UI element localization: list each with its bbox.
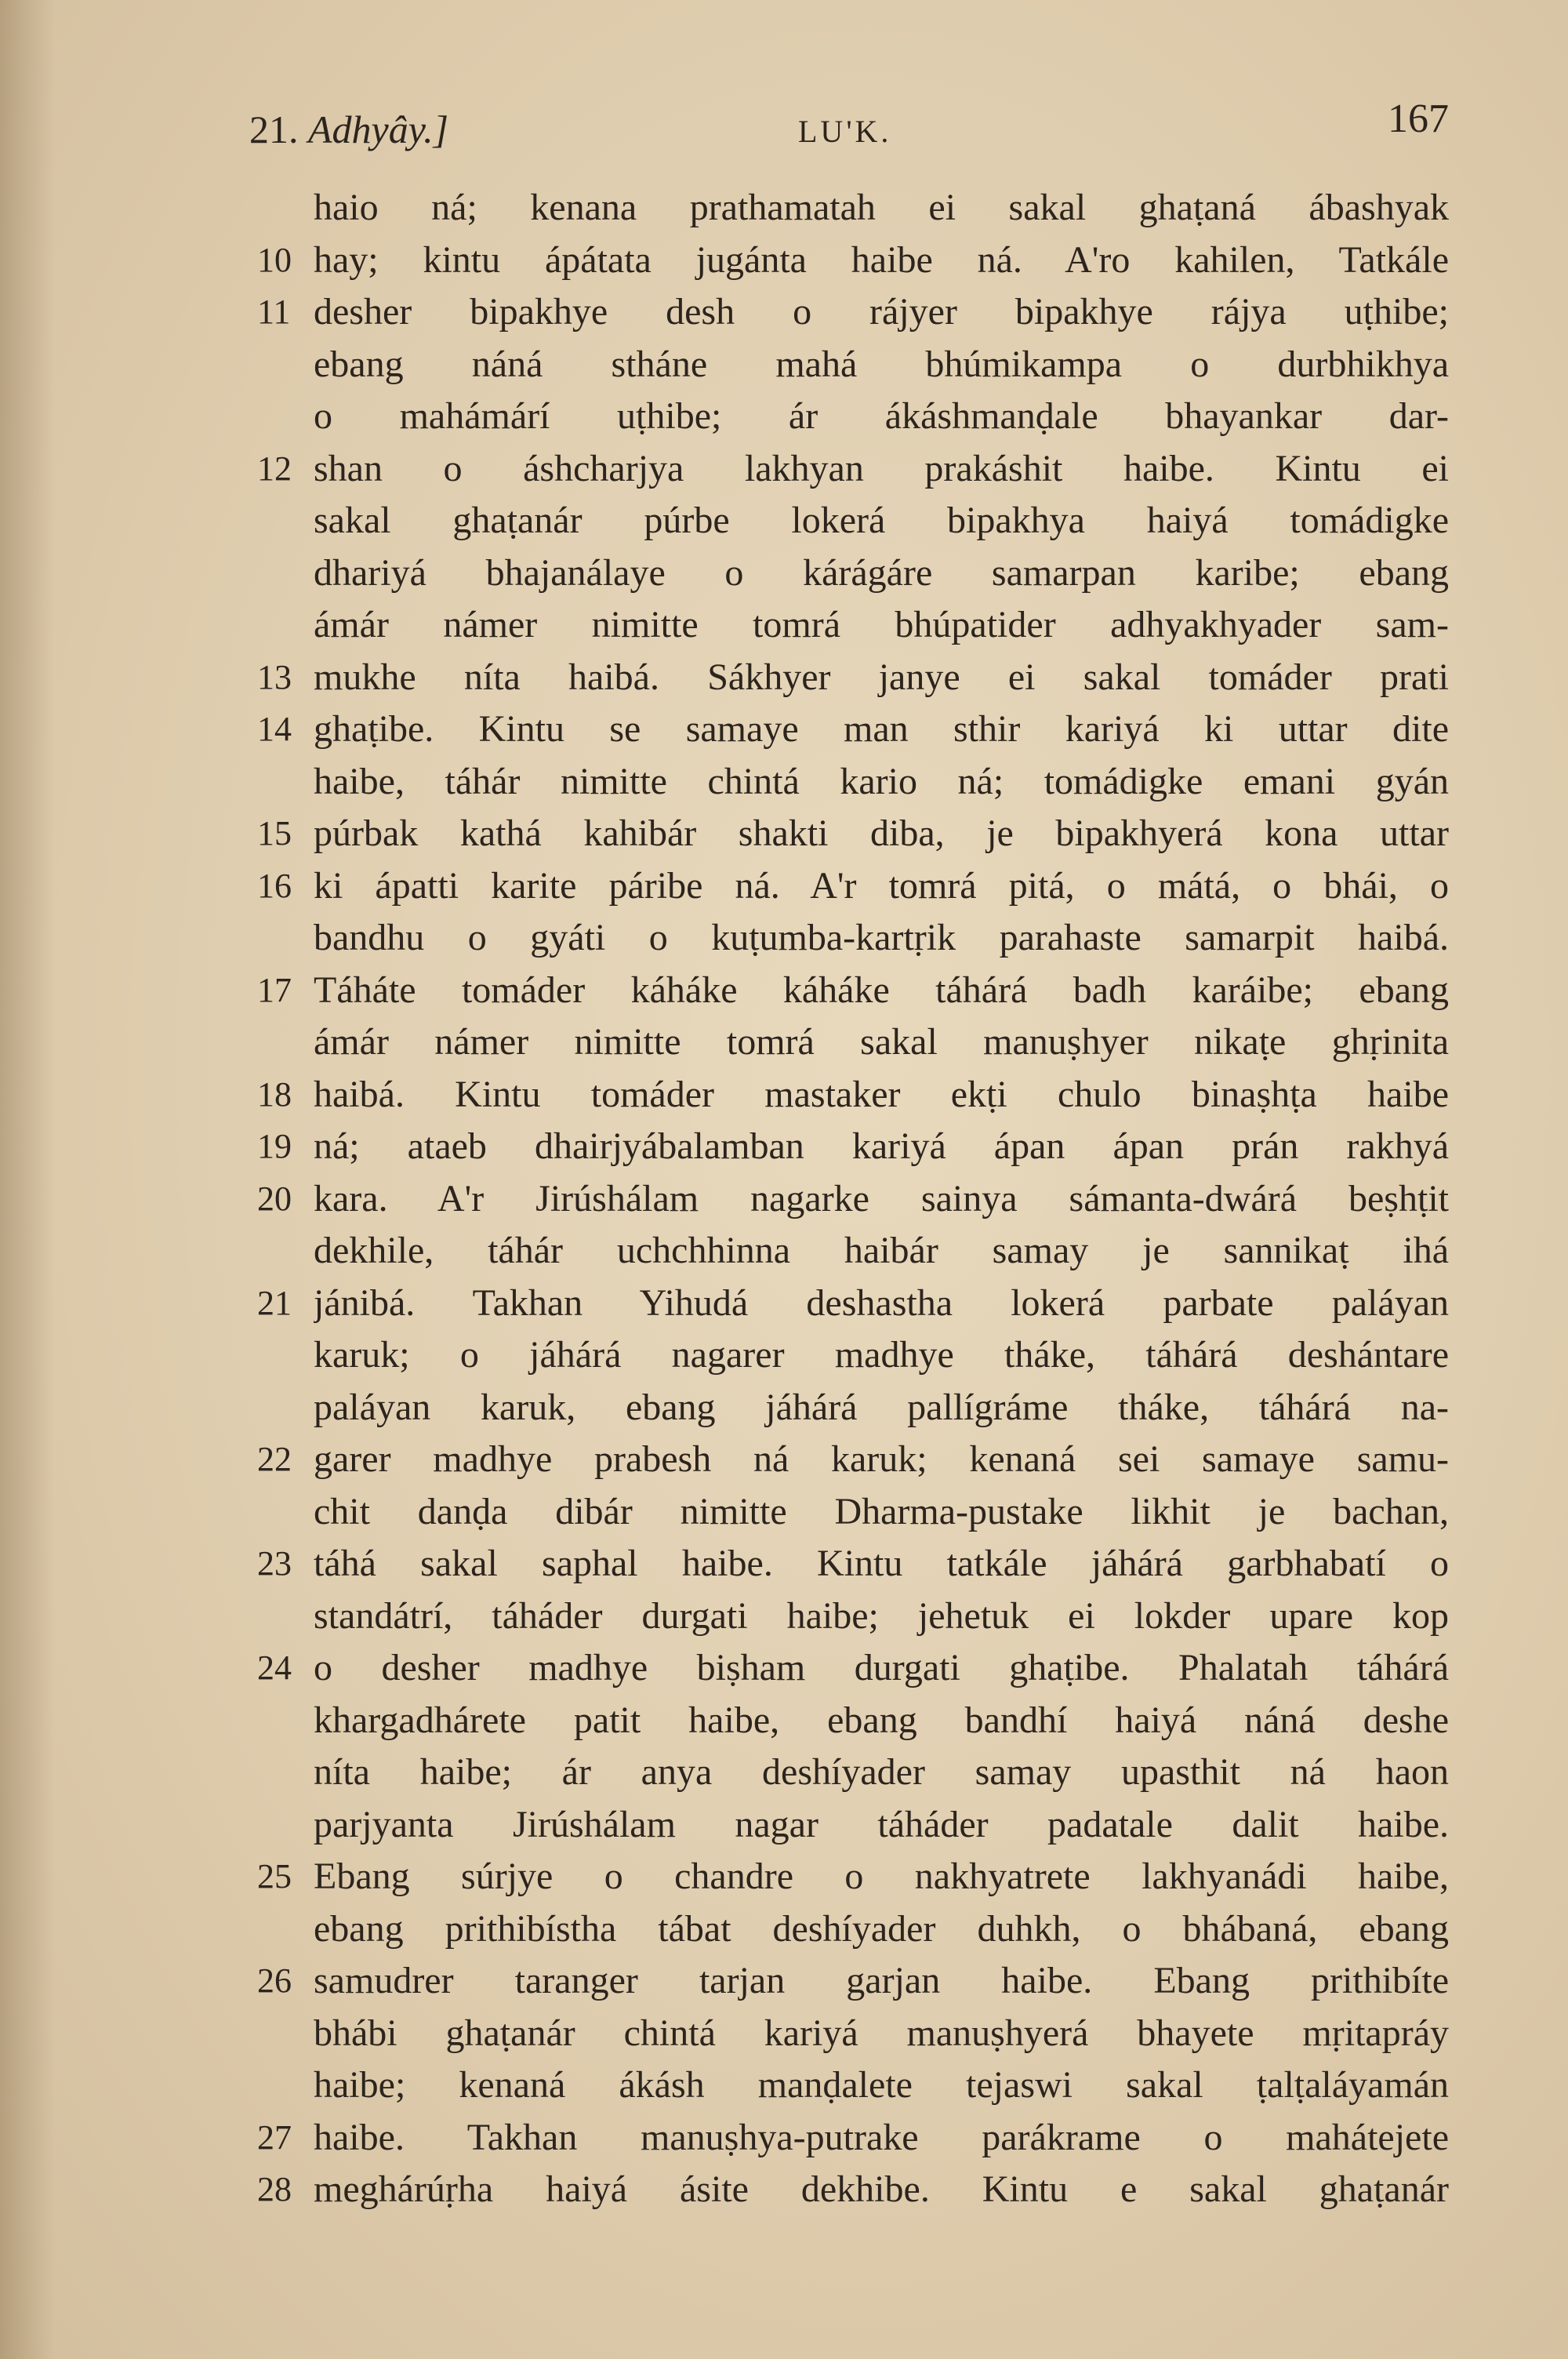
line-text: o mahámárí uṭhibe; ár ákáshmanḍale bhayankar dar- (314, 395, 1449, 437)
line-text: dhariyá bhajanálaye o kárágáre samarpan karibe; ebang (314, 551, 1449, 594)
text-line (249, 182, 1449, 234)
line-text: meghárúṛha haiyá ásite dekhibe. Kintu e sakal ghaṭanár (314, 2168, 1449, 2210)
line-text: hay; kintu ápátata jugánta haibe ná. A'ro kahilen, Tatkále (314, 238, 1449, 281)
text-line (249, 1121, 1449, 1173)
text-line (249, 286, 1449, 339)
text-line (249, 2059, 1449, 2112)
text-line (249, 1434, 1449, 1486)
verse-number: 26 (257, 1961, 292, 2000)
chapter-heading (249, 107, 448, 152)
line-text: bandhu o gyáti o kuṭumba-kartṛik parahaste samarpit haibá. (314, 917, 1449, 958)
line-text: standátrí, táháder durgati haibe; jehetuk ei lokder upare kop (314, 1594, 1449, 1637)
text-line (249, 495, 1449, 547)
text-line (249, 339, 1449, 391)
text-line (249, 965, 1449, 1017)
verse-number: 19 (257, 1127, 292, 1165)
verse-number: 13 (257, 657, 292, 696)
verse-number: 12 (257, 449, 292, 488)
text-line (249, 1069, 1449, 1121)
running-header (249, 96, 1449, 158)
line-text: níta haibe; ár anya deshíyader samay upasthit ná haon (314, 1751, 1449, 1793)
text-line (249, 703, 1449, 756)
line-text: mukhe níta haibá. Sákhyer janye ei sakal tomáder prati (314, 656, 1449, 698)
chapter-number: 21. (249, 107, 299, 151)
chapter-label: Adhyây.] (308, 107, 449, 151)
line-text: o desher madhye biṣham durgati ghaṭibe. Phalatah táhárá (314, 1647, 1449, 1688)
text-line (249, 547, 1449, 600)
text-line (249, 860, 1449, 913)
line-text: haibe. Takhan manuṣhya-putrake parákrame o mahátejete (314, 2116, 1449, 2158)
line-text: paláyan karuk, ebang jáhárá pallígráme tháke, táhárá na- (314, 1386, 1449, 1428)
line-text: haibe; kenaná ákásh manḍalete tejaswi sakal ṭalṭaláyamán (314, 2064, 1449, 2106)
verse-number: 27 (257, 2117, 292, 2157)
text-block (249, 182, 1449, 2216)
text-line (249, 1851, 1449, 1903)
line-text: dekhile, táhár uchchhinna haibár samay je sannikaṭ ihá (314, 1230, 1449, 1271)
text-line (249, 599, 1449, 652)
text-line (249, 1225, 1449, 1278)
line-text: ebang náná stháne mahá bhúmikampa o durbhikhya (314, 343, 1449, 385)
line-text: táhá sakal saphal haibe. Kintu tatkále jáhárá garbhabatí o (314, 1543, 1449, 1584)
running-title: LU'K. (798, 114, 892, 149)
line-text: haibá. Kintu tomáder mastaker ekṭi chulo binaṣhṭa haibe (314, 1073, 1449, 1115)
line-text: púrbak kathá kahibár shakti diba, je bipakhyerá kona uttar (314, 812, 1449, 854)
verse-number: 16 (257, 866, 292, 905)
text-line (249, 1329, 1449, 1382)
line-text: Ebang súrjye o chandre o nakhyatrete lakhyanádi haibe, (314, 1856, 1449, 1897)
verse-number: 24 (257, 1648, 292, 1687)
verse-number: 15 (257, 814, 292, 852)
text-line (249, 1695, 1449, 1747)
line-text: ebang prithibístha tábat deshíyader duhkh, o bhábaná, ebang (314, 1907, 1449, 1950)
verse-number: 23 (257, 1544, 292, 1583)
line-text: haio ná; kenana prathamatah ei sakal ghaṭaná ábashyak (314, 187, 1449, 228)
line-text: jánibá. Takhan Yihudá deshastha lokerá parbate paláyan (314, 1281, 1449, 1324)
text-line (249, 1538, 1449, 1590)
line-text: bhábi ghaṭanár chintá kariyá manuṣhyerá bhayete mṛitapráy (314, 2012, 1449, 2054)
text-line (249, 443, 1449, 496)
text-line (249, 1747, 1449, 1799)
line-text: sakal ghaṭanár púrbe lokerá bipakhya haiyá tomádigke (314, 500, 1449, 541)
text-line (249, 1382, 1449, 1434)
text-line (249, 808, 1449, 860)
text-line (249, 756, 1449, 809)
line-text: haibe, táhár nimitte chintá kario ná; tomádigke emani gyán (314, 760, 1449, 802)
verse-number: 28 (257, 2170, 292, 2208)
text-line (249, 1642, 1449, 1695)
text-line (249, 1486, 1449, 1539)
line-text: karuk; o jáhárá nagarer madhye tháke, táhárá deshántare (314, 1334, 1449, 1376)
verse-number: 17 (257, 970, 292, 1009)
text-line (249, 1590, 1449, 1643)
line-text: ghaṭibe. Kintu se samaye man sthir kariyá ki uttar dite (314, 708, 1449, 750)
verse-number: 11 (257, 293, 291, 331)
verse-number: 14 (257, 710, 292, 748)
line-text: ná; ataeb dhairjyábalamban kariyá ápan ápan prán rakhyá (314, 1125, 1449, 1167)
line-text: khargadhárete patit haibe, ebang bandhí haiyá náná deshe (314, 1699, 1449, 1741)
text-line (249, 652, 1449, 704)
verse-number: 10 (257, 240, 292, 279)
text-line (249, 391, 1449, 443)
text-line (249, 912, 1449, 965)
verse-number: 25 (257, 1857, 292, 1896)
verse-number: 20 (257, 1179, 292, 1218)
text-line (249, 2112, 1449, 2165)
text-line (249, 1799, 1449, 1852)
text-line (249, 1173, 1449, 1226)
line-text: desher bipakhye desh o rájyer bipakhye rájya uṭhibe; (314, 291, 1449, 333)
verse-number: 22 (257, 1440, 292, 1478)
text-line (249, 234, 1449, 287)
line-text: garer madhye prabesh ná karuk; kenaná sei samaye samu- (314, 1438, 1449, 1480)
line-text: ki ápatti karite páribe ná. A'r tomrá pitá, o mátá, o bhái, o (314, 864, 1449, 907)
text-line (249, 2008, 1449, 2060)
text-line (249, 1903, 1449, 1956)
spine-shadow (0, 0, 55, 2359)
text-line (249, 1016, 1449, 1069)
verse-number: 21 (257, 1283, 292, 1322)
line-text: kara. A'r Jirúshálam nagarke sainya sámanta-dwárá beṣhṭit (314, 1177, 1449, 1219)
line-text: chit danḍa dibár nimitte Dharma-pustake likhit je bachan, (314, 1490, 1449, 1532)
text-line (249, 1278, 1449, 1330)
line-text: shan o áshcharjya lakhyan prakáshit haibe. Kintu ei (314, 447, 1449, 489)
text-line (249, 1955, 1449, 2008)
line-text: ámár námer nimitte tomrá sakal manuṣhyer nikaṭe ghṛinita (314, 1021, 1449, 1063)
text-line (249, 2164, 1449, 2216)
page-number: 167 (1388, 96, 1449, 141)
line-text: samudrer taranger tarjan garjan haibe. Ebang prithibíte (314, 1960, 1449, 2001)
line-text: Táháte tomáder káháke káháke táhárá badh karáibe; ebang (314, 969, 1449, 1011)
line-text: ámár námer nimitte tomrá bhúpatider adhyakhyader sam- (314, 604, 1449, 645)
line-text: parjyanta Jirúshálam nagar táháder padatale dalit haibe. (314, 1803, 1449, 1845)
verse-number: 18 (257, 1074, 292, 1114)
